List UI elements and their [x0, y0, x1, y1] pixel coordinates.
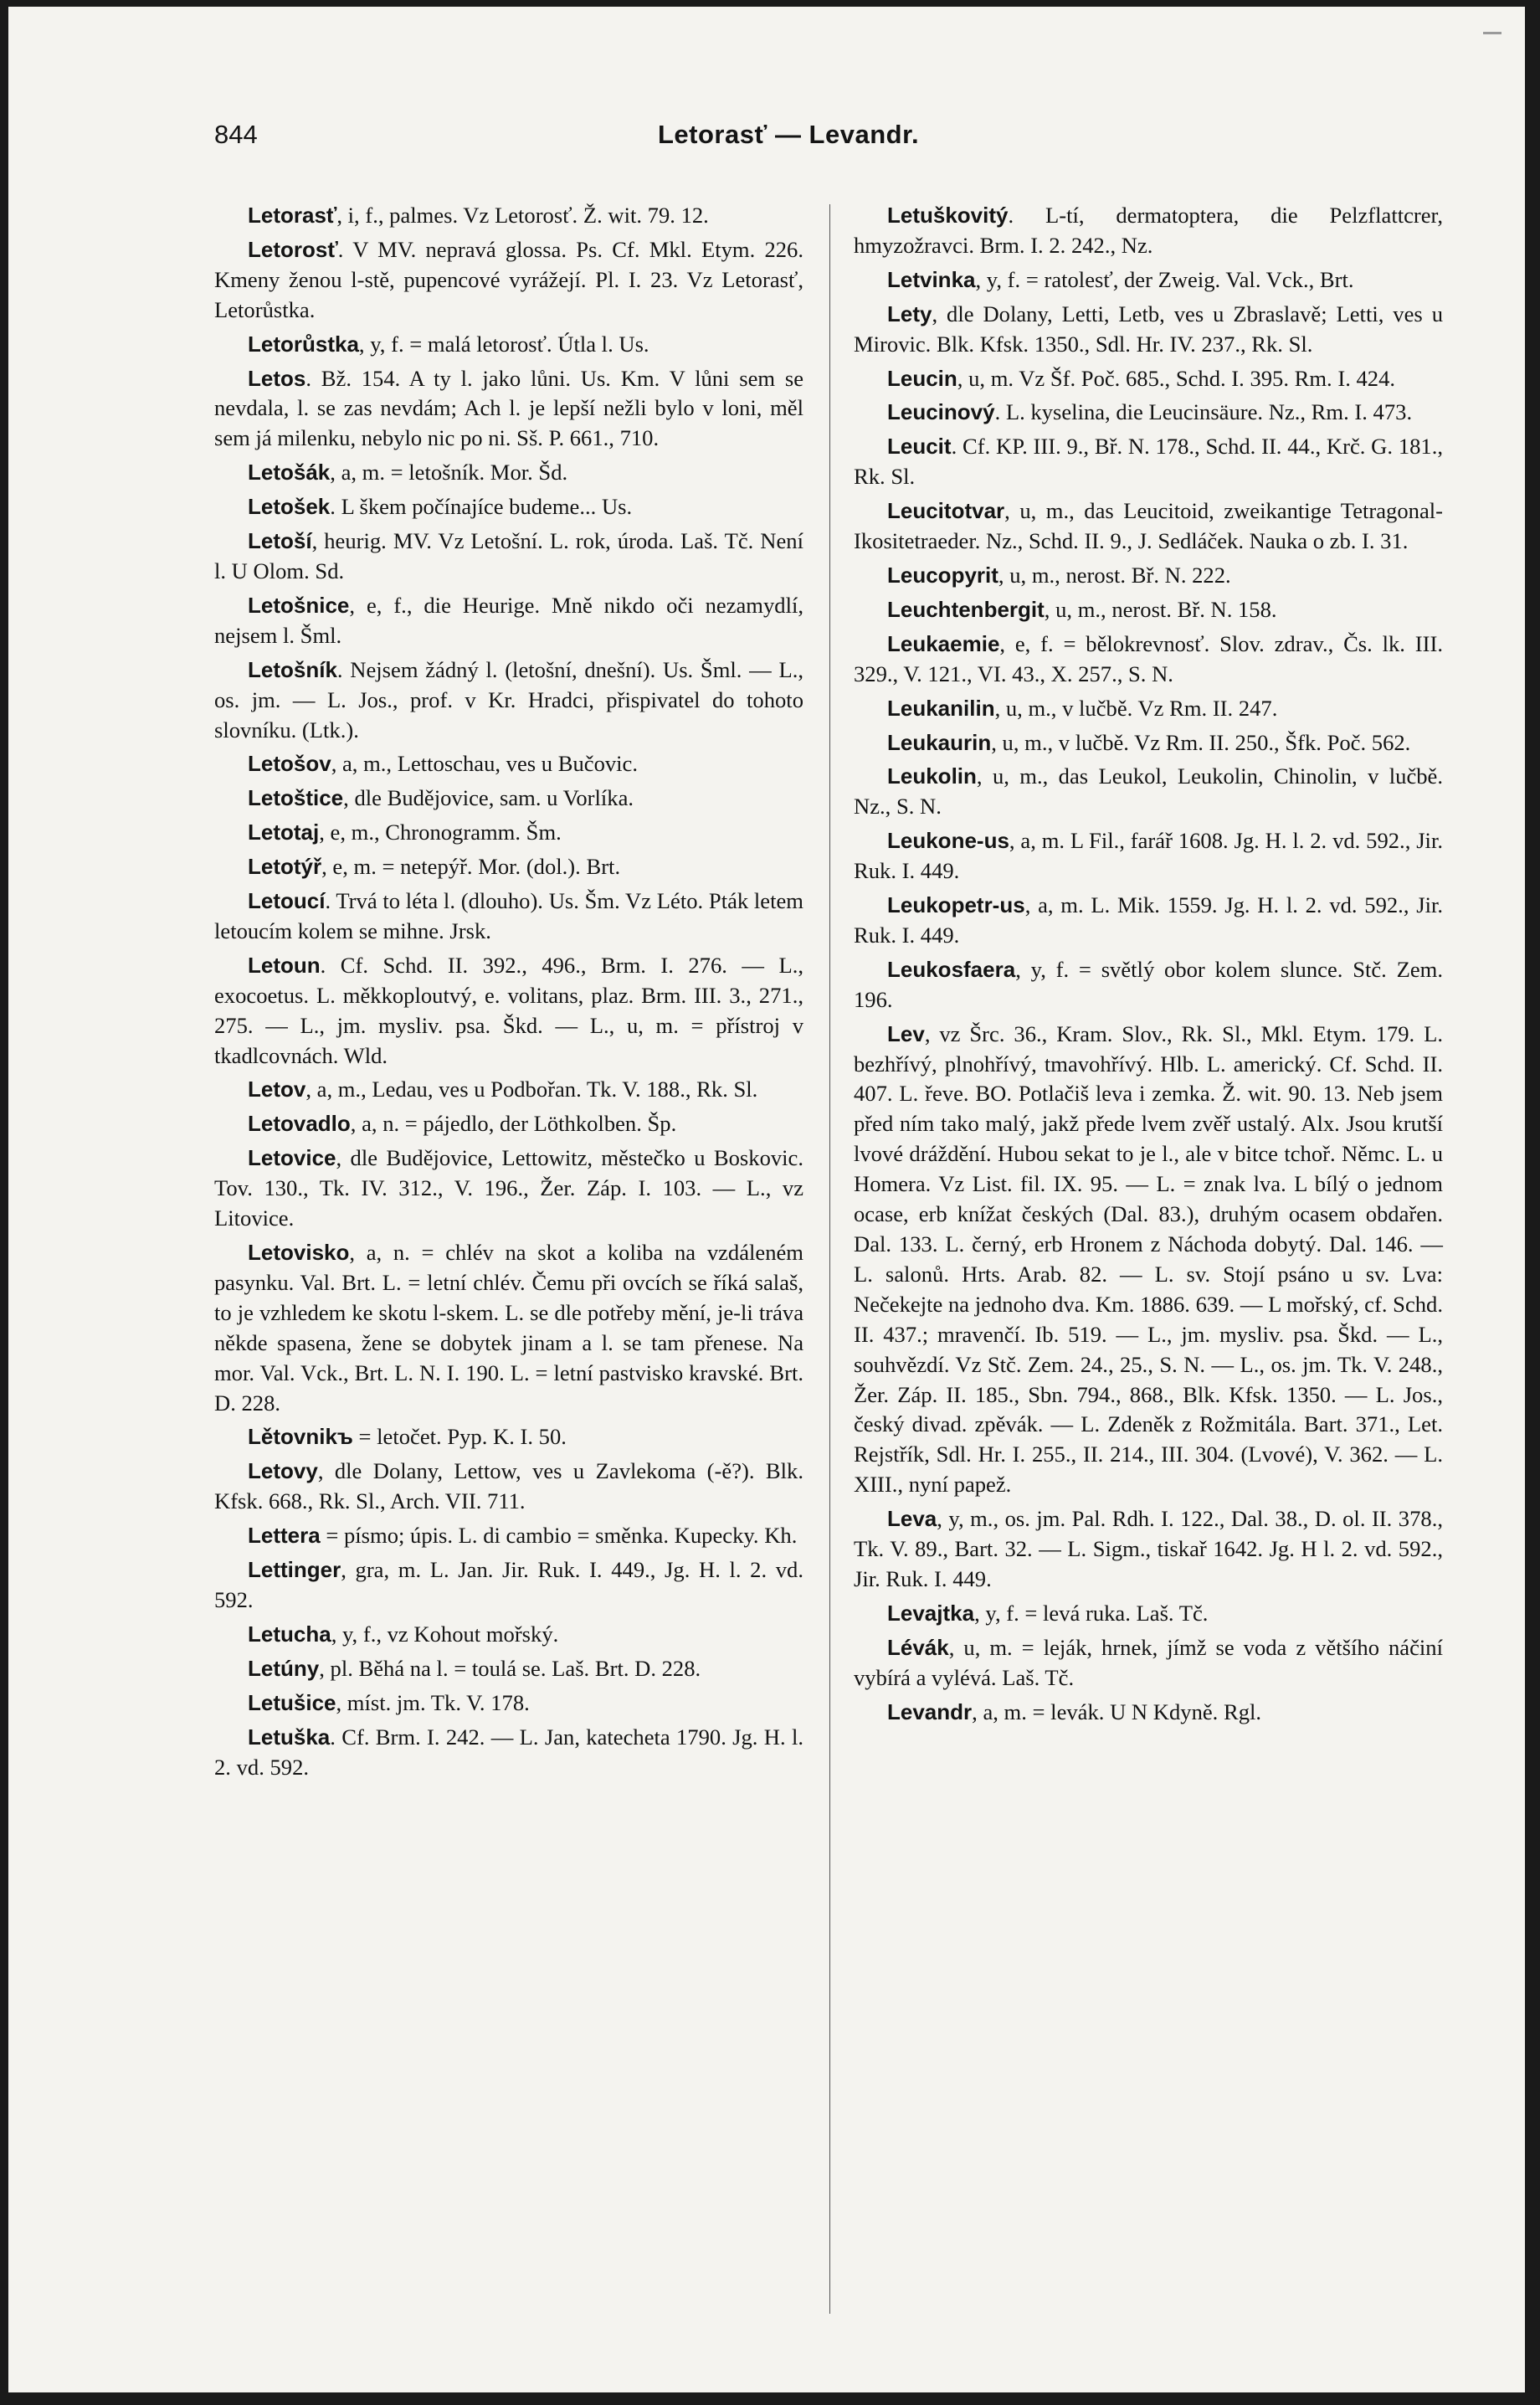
entry-definition: , a, n. = chlév na skot a koliba na vzdáleném pasynku. Val. Brt. L. = letní chlév. Čemu při ovcích se říká salaš, to je vzhledem ke skotu l-skem. L. se dle potřeby mění, je-li tráva někde spasena, žene se dobytek jinam a l. se tam přenese. Na mor. Val. Vck., Brt. L. N. I. 190. L. = letní pastvisko kravské. Brt. D. 228.: [214, 1240, 803, 1416]
entry-definition: , y, f. = světlý obor kolem slunce. Stč. Zem. 196.: [854, 956, 1443, 1012]
dictionary-entry: [214, 886, 803, 947]
dictionary-entry: [854, 398, 1443, 428]
entry-headword: Letorosť: [248, 236, 338, 262]
entry-headword: Letošek: [248, 494, 331, 520]
entry-headword: Leukolin: [887, 763, 977, 789]
entry-headword: Letorasť: [248, 203, 337, 228]
entry-headword: Letov: [248, 1077, 306, 1102]
dictionary-entry: [854, 595, 1443, 625]
entry-headword: Lettinger: [248, 1557, 341, 1583]
entry-definition: , u, m., v lučbě. Vz Rm. II. 247.: [994, 695, 1278, 721]
dictionary-entry: [214, 1075, 803, 1105]
entry-headword: Letoštice: [248, 785, 344, 811]
entry-definition: . L-tí, dermatoptera, die Pelzflattcrer, hmyzožravci. Brm. I. 2. 242., Nz.: [854, 203, 1443, 258]
entry-headword: Lev: [887, 1020, 925, 1046]
dictionary-entry: [854, 1020, 1443, 1501]
dictionary-entry: [214, 364, 803, 455]
entry-definition: , u, m. Vz Šf. Poč. 685., Schd. I. 395. Rm. I. 424.: [957, 365, 1396, 391]
entry-definition: , a, m., Lettoschau, ves u Bučovic.: [331, 751, 639, 777]
entry-definition: , dle Dolany, Letti, Letb, ves u Zbraslavě; Letti, ves u Mirovic. Blk. Kfsk. 1350., Sdl. Hr. IV. 237., Rk. Sl.: [854, 301, 1443, 357]
right-column: [854, 201, 1443, 1732]
entry-headword: Lévák: [887, 1634, 949, 1660]
entry-definition: , y, f. = levá ruka. Laš. Tč.: [974, 1600, 1209, 1626]
entry-headword: Leukosfaera: [887, 956, 1016, 982]
dictionary-entry: [214, 1654, 803, 1684]
entry-headword: Letošov: [248, 751, 331, 777]
entry-definition: , dle Budějovice, Lettowitz, městečko u Boskovic. Tov. 130., Tk. IV. 312., V. 196., Žer. Záp. I. 103. — L., vz Litovice.: [214, 1145, 803, 1231]
entry-definition: . Cf. Brm. I. 242. — L. Jan, katecheta 1790. Jg. H. l. 2. vd. 592.: [214, 1724, 803, 1780]
entry-definition: , u, m., nerost. Bř. N. 158.: [1044, 596, 1277, 622]
entry-definition: , a, m. = letošník. Mor. Šd.: [330, 460, 568, 486]
entry-definition: , i, f., palmes. Vz Letorosť. Ž. wit. 79. 12.: [336, 203, 709, 228]
entry-definition: . L. kyselina, die Leucinsäure. Nz., Rm. I. 473.: [994, 399, 1413, 425]
dictionary-entry: [214, 852, 803, 882]
dictionary-entry: [214, 1620, 803, 1650]
left-column: [214, 201, 803, 1786]
entry-definition: , e, m., Chronogramm. Šm.: [319, 820, 562, 845]
dictionary-entry: [214, 1109, 803, 1139]
entry-headword: Letovisko: [248, 1240, 350, 1265]
dictionary-entry: [214, 591, 803, 651]
entry-definition: , u, m., das Leucitoid, zweikantige Tetragonal-Ikositetraeder. Nz., Schd. II. 9., J. Sedláček. Nauka o zb. I. 31.: [854, 498, 1443, 554]
entry-headword: Letvinka: [887, 266, 976, 292]
dictionary-entry: [214, 1238, 803, 1418]
entry-headword: Leucinový: [887, 399, 995, 425]
entry-headword: Letotýř: [248, 854, 322, 880]
entry-definition: , e, m. = netepýř. Mor. (dol.). Brt.: [321, 854, 621, 880]
entry-definition: , pl. Běhá na l. = toulá se. Laš. Brt. D. 228.: [319, 1655, 701, 1681]
dictionary-entry: [214, 951, 803, 1071]
entry-headword: Letušice: [248, 1689, 336, 1715]
entry-definition: , gra, m. L. Jan. Jir. Ruk. I. 449., Jg. H. l. 2. vd. 592.: [214, 1557, 803, 1612]
entry-headword: Leukaurin: [887, 729, 992, 755]
entry-definition: , u, m., das Leukol, Leukolin, Chinolin, v lučbě. Nz., S. N.: [854, 763, 1443, 820]
entry-definition: , e, f., die Heurige. Mně nikdo oči nezamydlí, nejsem l. Šml.: [214, 592, 803, 648]
entry-definition: , a, m. L. Mik. 1559. Jg. H. l. 2. vd. 592., Jir. Ruk. I. 449.: [854, 892, 1443, 948]
entry-headword: Lettera: [248, 1523, 321, 1549]
entry-headword: Letoun: [248, 952, 321, 978]
dictionary-entry: [214, 458, 803, 488]
entry-definition: , a, m. = levák. U N Kdyně. Rgl.: [972, 1698, 1262, 1724]
dictionary-entry: [214, 330, 803, 360]
dictionary-entry: [214, 492, 803, 522]
entry-definition: . L škem počínajíce budeme... Us.: [330, 494, 633, 520]
entry-definition: , vz Šrc. 36., Kram. Slov., Rk. Sl., Mkl. Etym. 179. L. bezhřívý, plnohřívý, tmavohřívý. Hlb. L. americký. Cf. Schd. II. 407. L. řeve. BO. Potlačiš leva i zemka. Ž. wit. 90. 13. Neb jsem před ním tako malý, jakž přede lvem zvěř ustalý. Alx. Jsou krutší lvové dráždění. Hubou sekat to je l., ale v bitce tchoř. Němc. L. u Homera. Vz List. fil. IX. 95. — L. = znak lva. L bílý o jednom ocase, erb knížat českých (Dal. 83.), druhým ocasem obdařen. Dal. 133. L. černý, erb Hronem z Náchoda dobytý. Dal. 146. — L. salonů. Hrts. Arab. 82. — L. sv. Stojí psáno u sv. Lva: Nečekejte na jednoho dva. Km. 1886. 639. — L mořský, cf. Schd. II. 437.; mravenčí. Ib. 519. — L., jm. mysliv. psa. Škd. — L., souhvězdí. Vz Stč. Zem. 24., 25., S. N. — L., os. jm. Tk. V. 248., Žer. Záp. II. 185., Sbn. 794., 868., Blk. Kfsk. 1350. — L. Jos., český divad. zpěvák. — L. Zdeněk z Rožmitála. Bart. 371., Let. Rejstřík, Sdl. Hr. I. 255., II. 214., III. 304. (Lvové), V. 362. — L. XIII., nyní papež.: [854, 1020, 1443, 1498]
entry-headword: Letovy: [248, 1458, 318, 1484]
column-divider: [829, 204, 830, 2314]
entry-definition: . Bž. 154. A ty l. jako lůni. Us. Km. V lůni sem se nevdala, l. se zas nevdám; Ach l. je lepší nežli bylo v loni, měl sem já milenku, nebylo nic po ni. Sš. P. 661., 710.: [214, 365, 803, 451]
entry-headword: Leukone-us: [887, 828, 1009, 854]
dictionary-entry: [214, 655, 803, 746]
entry-headword: Letorůstka: [248, 331, 359, 357]
entry-headword: Letošnice: [248, 592, 350, 618]
entry-headword: Letošník: [248, 656, 337, 682]
entry-definition: . Cf. KP. III. 9., Bř. N. 178., Schd. II. 44., Krč. G. 181., Rk. Sl.: [854, 434, 1443, 490]
dictionary-entry: [214, 749, 803, 779]
entry-headword: Letucha: [248, 1621, 331, 1647]
entry-definition: . Trvá to léta l. (dlouho). Us. Šm. Vz Léto. Pták letem letoucím kolem se mihne. Jrsk.: [214, 888, 803, 943]
entry-headword: Letuškovitý: [887, 203, 1009, 228]
dictionary-entry: [854, 630, 1443, 690]
entry-definition: , dle Dolany, Lettow, ves u Zavlekoma (-ě?). Blk. Kfsk. 668., Rk. Sl., Arch. VII. 711.: [214, 1458, 803, 1514]
dictionary-entry: [854, 955, 1443, 1015]
page-number: 844: [214, 120, 258, 149]
entry-headword: Levandr: [887, 1698, 973, 1724]
dictionary-page: [8, 7, 1525, 2392]
dictionary-entry: [854, 891, 1443, 951]
entry-definition: , a, n. = pájedlo, der Löthkolben. Šp.: [350, 1111, 677, 1137]
running-head: Letorasť — Levandr.: [658, 120, 920, 149]
entry-definition: . Cf. Schd. II. 392., 496., Brm. I. 276. — L., exocoetus. L. měkkoploutvý, e. volitans, plaz. Brm. III. 3., 271., 275. — L., jm. mysliv. psa. Škd. — L., u, m. = přístroj v tkadlcovnách. Wld.: [214, 952, 803, 1068]
entry-headword: Letošák: [248, 460, 331, 486]
entry-definition: , dle Budějovice, sam. u Vorlíka.: [343, 785, 634, 811]
entry-definition: . Nejsem žádný l. (letošní, dnešní). Us. Šml. — L., os. jm. — L. Jos., prof. v Kr. Hradci, přispivatel do tohoto slovníku. (Ltk.).: [214, 656, 803, 743]
entry-headword: Levajtka: [887, 1600, 975, 1626]
dictionary-entry: [214, 201, 803, 231]
dictionary-entry: [854, 496, 1443, 557]
entry-definition: , y, f. = malá letorosť. Útla l. Us.: [358, 331, 649, 357]
dictionary-entry: [854, 762, 1443, 822]
entry-headword: Letoší: [248, 528, 312, 554]
dictionary-entry: [854, 1698, 1443, 1728]
dictionary-entry: [854, 1633, 1443, 1693]
dictionary-entry: [854, 300, 1443, 360]
page-header: [214, 120, 1436, 157]
scan-corner-mark: [1483, 32, 1502, 34]
entry-definition: = letočet. Pyp. K. I. 50.: [352, 1424, 567, 1450]
dictionary-entry: [214, 1688, 803, 1719]
entry-headword: Letúny: [248, 1655, 320, 1681]
dictionary-entry: [854, 265, 1443, 295]
entry-definition: , e, f. = bělokrevnosť. Slov. zdrav., Čs. lk. III. 329., V. 121., VI. 43., X. 257., S. N.: [854, 630, 1443, 686]
entry-definition: , y, f. = ratolesť, der Zweig. Val. Vck., Brt.: [975, 266, 1354, 292]
dictionary-entry: [214, 527, 803, 587]
entry-headword: Leukaemie: [887, 630, 1000, 656]
entry-definition: , a, m. L Fil., farář 1608. Jg. H. l. 2. vd. 592., Jir. Ruk. I. 449.: [854, 828, 1443, 884]
entry-definition: , míst. jm. Tk. V. 178.: [336, 1689, 530, 1715]
entry-definition: , a, m., Ledau, ves u Podbořan. Tk. V. 188., Rk. Sl.: [305, 1077, 758, 1102]
entry-headword: Lety: [887, 301, 932, 326]
dictionary-entry: [214, 1555, 803, 1616]
dictionary-entry: [854, 1599, 1443, 1629]
dictionary-entry: [854, 561, 1443, 591]
entry-headword: Letotaj: [248, 820, 320, 845]
entry-definition: , u, m. = leják, hrnek, jímž se voda z většího náčiní vybírá a vylévá. Laš. Tč.: [854, 1634, 1443, 1690]
dictionary-entry: [214, 1521, 803, 1551]
dictionary-entry: [854, 826, 1443, 886]
dictionary-entry: [214, 1457, 803, 1517]
dictionary-entry: [854, 201, 1443, 261]
dictionary-entry: [854, 432, 1443, 492]
entry-headword: Leucitotvar: [887, 498, 1005, 524]
entry-definition: , y, m., os. jm. Pal. Rdh. I. 122., Dal. 38., D. ol. II. 378., Tk. V. 89., Bart. 32. — L. Sigm., tiskař 1642. Jg. H l. 2. vd. 592., Jir. Ruk. I. 449.: [854, 1506, 1443, 1591]
entry-headword: Leucin: [887, 365, 957, 391]
dictionary-entry: [854, 1504, 1443, 1595]
entry-headword: Leva: [887, 1506, 937, 1532]
entry-headword: Letoucí: [248, 888, 326, 914]
entry-definition: , u, m., v lučbě. Vz Rm. II. 250., Šfk. Poč. 562.: [991, 729, 1411, 755]
dictionary-entry: [854, 364, 1443, 394]
dictionary-entry: [214, 1143, 803, 1234]
entry-definition: = písmo; úpis. L. di cambio = směnka. Kupecky. Kh.: [320, 1523, 798, 1549]
entry-headword: Leukopetr-us: [887, 892, 1025, 918]
entry-definition: , heurig. MV. Vz Letošní. L. rok, úroda. Laš. Tč. Není l. U Olom. Sd.: [214, 528, 803, 583]
entry-headword: Lětovnikъ: [248, 1424, 353, 1450]
entry-headword: Leukanilin: [887, 695, 995, 721]
entry-headword: Letovadlo: [248, 1111, 351, 1137]
entry-definition: , y, f., vz Kohout mořský.: [331, 1621, 559, 1647]
entry-headword: Letuška: [248, 1724, 331, 1750]
dictionary-entry: [854, 728, 1443, 758]
dictionary-entry: [214, 1422, 803, 1452]
entry-headword: Letos: [248, 365, 306, 391]
entry-definition: , u, m., nerost. Bř. N. 222.: [998, 562, 1231, 588]
entry-headword: Leucopyrit: [887, 562, 998, 588]
dictionary-entry: [214, 235, 803, 326]
dictionary-entry: [214, 1723, 803, 1783]
entry-headword: Leucit: [887, 434, 952, 460]
entry-definition: . V MV. nepravá glossa. Ps. Cf. Mkl. Etym. 226. Kmeny ženou l-stě, pupencové vyrážejí. Pl. I. 23. Vz Letorasť, Letorůstka.: [214, 236, 803, 322]
entry-headword: Letovice: [248, 1145, 336, 1171]
dictionary-entry: [214, 818, 803, 848]
dictionary-entry: [214, 784, 803, 814]
dictionary-entry: [854, 694, 1443, 724]
entry-headword: Leuchtenbergit: [887, 596, 1045, 622]
